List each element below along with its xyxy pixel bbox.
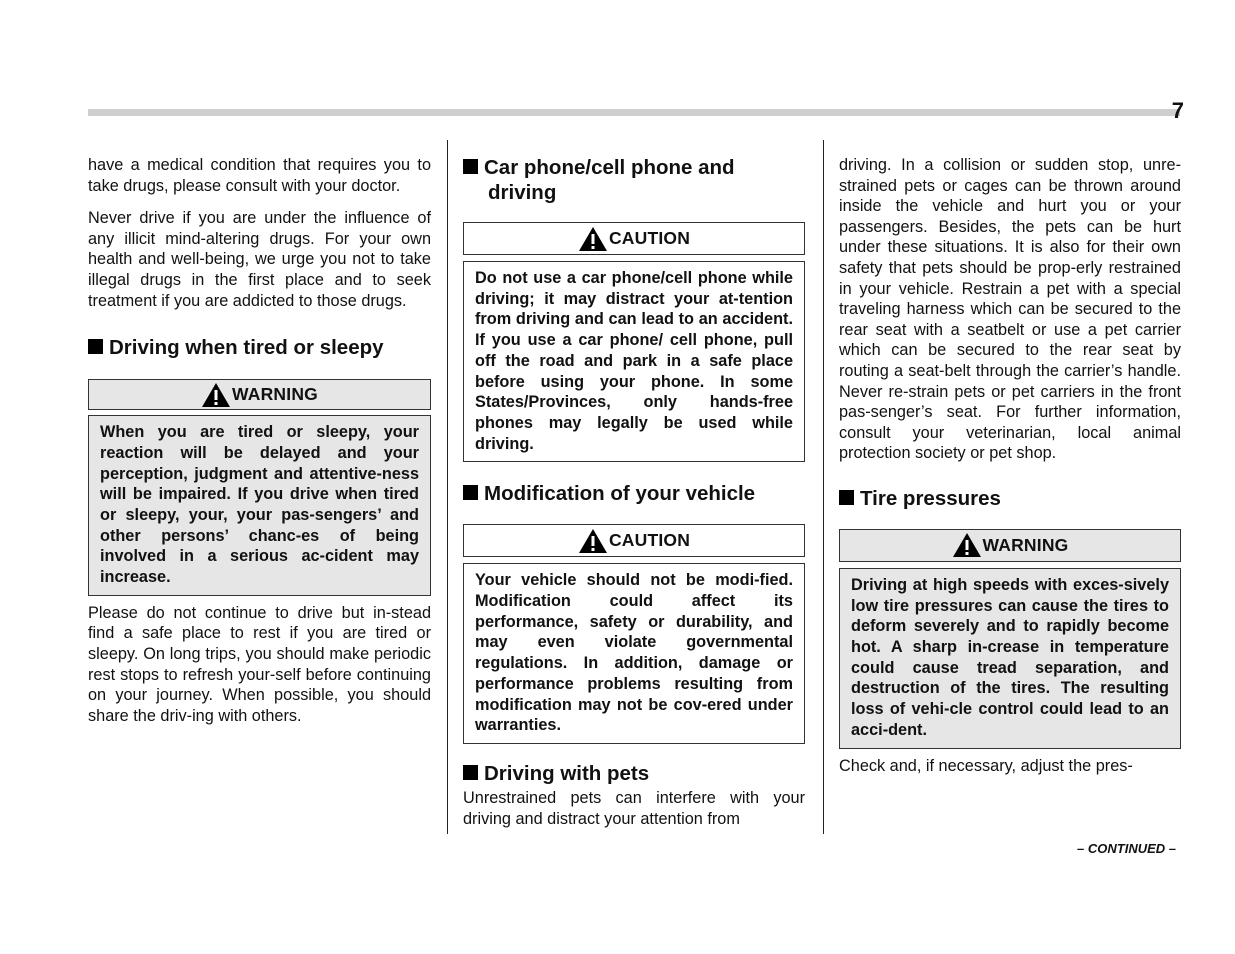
column-middle xyxy=(463,155,805,841)
section-heading-text: Modification of your vehicle xyxy=(484,482,756,506)
section-heading xyxy=(463,155,805,205)
caution-text: Do not use a car phone/cell phone while driving; it may distract your at-tention from driving and can lead to an accident. If you use a car phone/ cell phone, pull off the road and park in a safe place before using your phone. In some States/Provinces, only hands-free phones may legally be used while driving. xyxy=(463,261,805,462)
section-heading-text: Driving with pets xyxy=(484,761,650,785)
warning-label: WARNING xyxy=(232,384,318,405)
square-bullet-icon xyxy=(463,159,478,174)
warning-triangle-icon xyxy=(201,382,231,408)
section-heading xyxy=(88,335,431,360)
section-heading-text: Tire pressures xyxy=(860,486,1001,510)
paragraph: driving. In a collision or sudden stop, unre-strained pets or cages can be thrown around inside the vehicle and hurt you or your passengers. Besides, the pets can be hurt under these situations. It is also for their own safety that pets should be prop-erly restrained in your vehicle. Restrain a pet with a special traveling harness which can be secured to the rear seat with a seatbelt or use a pet carrier which can be secured to the rear seat by routing a seat-belt through the carrier’s handle. Never re-strain pets or pet carriers in the front pas-senger’s seat. For further information, consult your veterinarian, local animal protection society or pet shop. xyxy=(839,156,1181,463)
square-bullet-icon xyxy=(839,490,854,505)
section-heading xyxy=(839,486,1181,511)
column-divider xyxy=(823,140,824,834)
column-divider xyxy=(447,140,448,834)
warning-header xyxy=(839,529,1181,562)
warning-header xyxy=(88,379,431,410)
caution-header xyxy=(463,524,805,557)
caution-text: Your vehicle should not be modi-fied. Modification could affect its performance, safety or durability, and may even violate governmental regulations. In addition, damage or performance problems resulting from modification may not be cov-ered under warranties. xyxy=(463,563,805,744)
square-bullet-icon xyxy=(88,339,103,354)
caution-label: CAUTION xyxy=(608,228,691,248)
section-heading-text: Driving when tired or sleepy xyxy=(109,336,384,360)
warning-triangle-icon xyxy=(578,226,608,252)
column-right xyxy=(839,155,1181,788)
paragraph: have a medical condition that requires you to take drugs, please consult with your doctor. xyxy=(88,156,431,195)
square-bullet-icon xyxy=(463,485,478,500)
column-left xyxy=(88,155,431,738)
paragraph: Check and, if necessary, adjust the pres- xyxy=(839,756,1133,775)
caution-label: CAUTION xyxy=(608,530,691,551)
section-heading-text: Car phone/cell phone and driving xyxy=(484,156,735,204)
page-number: 7 xyxy=(1171,98,1184,123)
caution-header xyxy=(463,222,805,255)
paragraph: Never drive if you are under the influence of any illicit mind-altering drugs. For your own health and well-being, we urge you not to take illegal drugs in the first place and to seek treatment if you are addicted to those drugs. xyxy=(88,209,431,310)
square-bullet-icon xyxy=(463,765,478,780)
paragraph: Please do not continue to drive but in-stead find a safe place to rest if you are tired or sleepy. On long trips, you should make periodic rest stops to refresh your-self before continuing on your journey. When possible, you should share the driv-ing with others. xyxy=(88,603,431,725)
section-heading xyxy=(463,761,805,786)
header-bar xyxy=(88,109,1180,116)
warning-triangle-icon xyxy=(578,528,608,554)
warning-label: WARNING xyxy=(982,534,1069,555)
warning-triangle-icon xyxy=(952,532,982,558)
warning-text: Driving at high speeds with exces-sively low tire pressures can cause the tires to deform severely and to rapidly become hot. A sharp in-crease in temperature could cause tread separation, and destruction of the tires. The resulting loss of vehi-cle control could lead to an acci-dent. xyxy=(839,568,1181,749)
paragraph: Unrestrained pets can interfere with your driving and distract your attention from xyxy=(463,788,805,828)
continued-label: – CONTINUED – xyxy=(1077,841,1176,856)
warning-text: When you are tired or sleepy, your reaction will be delayed and your perception, judgment and attentive-ness will be impaired. If you drive when tired or sleepy, your, your pas-sengers’ and other persons’ chanc-es of being involved in a serious ac-cident may increase. xyxy=(88,415,431,596)
section-heading xyxy=(463,481,805,506)
